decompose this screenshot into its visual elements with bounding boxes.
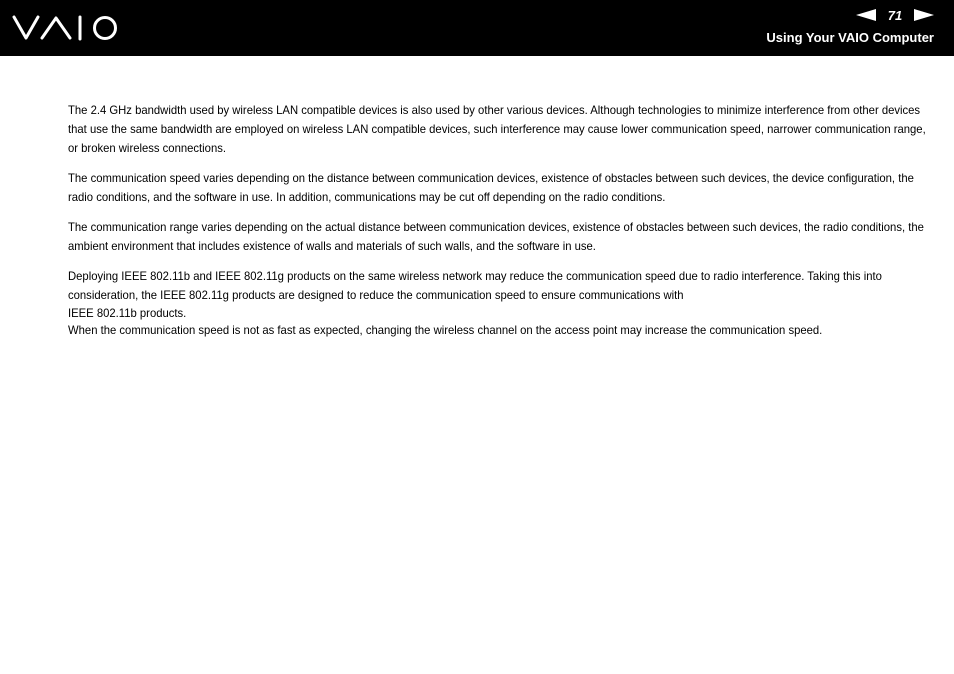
page-navigation (856, 6, 934, 24)
page-header (0, 0, 954, 56)
previous-page-icon[interactable] (856, 9, 876, 21)
paragraph-communication-speed: The communication speed varies depending on the distance between communication devices, existence of obstacles between such devices, the device configuration, the radio conditions, and the software in use. In addition, communications may be cut off depending on the radio conditions. (68, 171, 914, 204)
paragraph-wireless-channel: When the communication speed is not as fast as expected, changing the wireless channel on the access point may increase the communication speed. (68, 323, 823, 337)
paragraph-ieee-deployment: Deploying IEEE 802.11b and IEEE 802.11g products on the same wireless network may reduce the communication speed due to radio interference. Taking this into consideration, the IEEE 802.11g products are designed to reduce the communication speed to ensure communications with (68, 269, 882, 302)
paragraph-communication-range: The communication range varies depending on the actual distance between communication devices, existence of obstacles between such devices, the radio conditions, the ambient environment that includes existence of walls and materials of such walls, and the software in use. (68, 220, 924, 253)
document-body (68, 101, 928, 339)
section-title: Using Your VAIO Computer (766, 30, 934, 45)
paragraph-interference: The 2.4 GHz bandwidth used by wireless LAN compatible devices is also used by other various devices. Although technologies to minimize interference from other devices that use the same bandwidth are employed on wireless LAN compatible devices, such interference may cause lower communication speed, narrower communication range, or broken wireless connections. (68, 103, 926, 155)
vaio-logo (12, 14, 120, 42)
paragraph-ieee-products: IEEE 802.11b products. (68, 306, 187, 320)
next-page-icon[interactable] (914, 9, 934, 21)
page-number: 71 (887, 7, 903, 23)
